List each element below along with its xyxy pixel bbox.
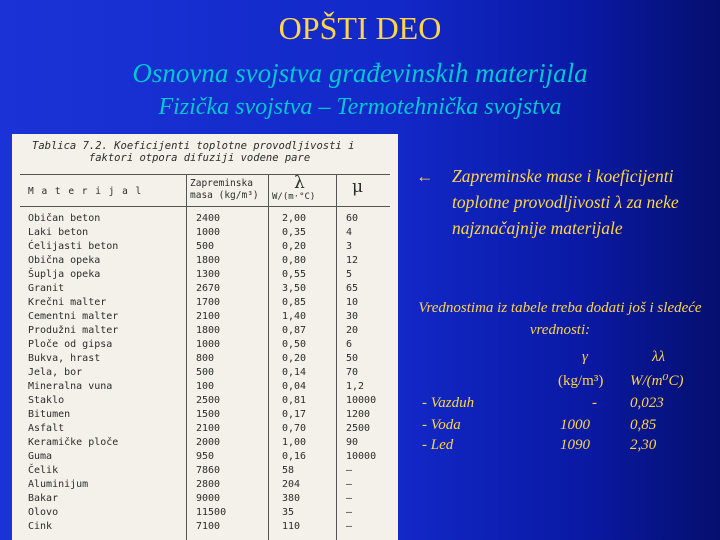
table-rule-header	[20, 206, 390, 207]
slide-subtitle: Osnovna svojstva građevinskih materijala	[132, 58, 588, 88]
cell-mass: 500	[196, 241, 215, 252]
cell-mu: 2500	[346, 423, 371, 434]
cell-mu: 10	[346, 297, 359, 308]
cell-mass: 1000	[196, 339, 221, 350]
cell-mu: 1200	[346, 409, 371, 420]
cell-material: Običan beton	[28, 213, 101, 224]
cell-lambda: 0,16	[282, 451, 307, 462]
cell-lambda: 0,20	[282, 241, 307, 252]
cell-material: Ćelijasti beton	[28, 241, 119, 252]
table-row	[12, 478, 398, 492]
cell-mu: –	[346, 521, 353, 532]
cell-lambda: 380	[282, 493, 301, 504]
cell-lambda: 58	[282, 465, 295, 476]
table-row	[12, 436, 398, 450]
cell-material: Cink	[28, 521, 53, 532]
cell-mu: 70	[346, 367, 359, 378]
scanned-table-image	[12, 134, 398, 540]
cell-material: Bitumen	[28, 409, 71, 420]
table-row	[12, 268, 398, 282]
cell-mass: 11500	[196, 507, 227, 518]
cell-material: Laki beton	[28, 227, 89, 238]
cell-lambda: 0,04	[282, 381, 307, 392]
extra-header-gamma-unit: (kg/m³)	[558, 373, 604, 389]
cell-mu: 20	[346, 325, 359, 336]
table-row	[12, 324, 398, 338]
table-row	[12, 282, 398, 296]
cell-lambda: 0,81	[282, 395, 307, 406]
cell-material: Cementni malter	[28, 311, 119, 322]
cell-material: Olovo	[28, 507, 59, 518]
cell-mu: 30	[346, 311, 359, 322]
cell-mass: 1300	[196, 269, 221, 280]
cell-material: Krečni malter	[28, 297, 107, 308]
cell-mass: 2800	[196, 479, 221, 490]
cell-mass: 1000	[196, 227, 221, 238]
extra-header-lambda-unit: W/(m⁰C)	[630, 373, 684, 389]
cell-lambda: 1,40	[282, 311, 307, 322]
extra-header-gamma-symbol: γ	[582, 349, 588, 365]
cell-material: Ploče od gipsa	[28, 339, 113, 350]
cell-lambda: 0,35	[282, 227, 307, 238]
table-row	[12, 240, 398, 254]
cell-mu: 12	[346, 255, 359, 266]
table-row	[12, 254, 398, 268]
cell-lambda: 0,70	[282, 423, 307, 434]
slide-section-title: Fizička svojstva – Termotehnička svojstva	[158, 94, 562, 120]
table-row	[12, 394, 398, 408]
cell-lambda: 1,00	[282, 437, 307, 448]
cell-mass: 1500	[196, 409, 221, 420]
header-material: M a t e r i j a l	[28, 186, 143, 197]
table-row	[12, 296, 398, 310]
table-row	[12, 212, 398, 226]
cell-mu: 65	[346, 283, 359, 294]
cell-mass: 7100	[196, 521, 221, 532]
arrow-left-icon: ←	[416, 166, 434, 186]
table-row	[12, 380, 398, 394]
cell-mu: –	[346, 479, 353, 490]
table-row	[12, 464, 398, 478]
cell-material: Mineralna vuna	[28, 381, 113, 392]
cell-mass: 2500	[196, 395, 221, 406]
cell-lambda: 0,55	[282, 269, 307, 280]
extra-row-gamma: 1000	[560, 417, 590, 433]
extra-header-lambda-symbol: λλ	[652, 349, 665, 365]
cell-mu: –	[346, 465, 353, 476]
cell-lambda: 0,17	[282, 409, 307, 420]
extra-row-name: - Vazduh	[422, 395, 475, 411]
cell-mu: 90	[346, 437, 359, 448]
extra-row-lambda: 0,023	[630, 395, 664, 411]
cell-lambda: 0,80	[282, 255, 307, 266]
cell-mu: 50	[346, 353, 359, 364]
header-lambda-unit: W/(m·°C)	[272, 192, 316, 202]
cell-mass: 2000	[196, 437, 221, 448]
table-caption: Tablica 7.2. Koeficijenti toplotne provodljivosti i faktori otpora difuziji vodene pare	[32, 140, 355, 164]
cell-mu: 10000	[346, 451, 377, 462]
cell-mass: 950	[196, 451, 215, 462]
table-row	[12, 352, 398, 366]
cell-mu: 10000	[346, 395, 377, 406]
cell-mu: 6	[346, 339, 353, 350]
extra-row-gamma: -	[592, 395, 597, 411]
cell-mass: 7860	[196, 465, 221, 476]
table-row	[12, 310, 398, 324]
cell-material: Šuplja opeka	[28, 269, 101, 280]
cell-material: Aluminijum	[28, 479, 89, 490]
table-row	[12, 408, 398, 422]
extra-row-gamma: 1090	[560, 437, 590, 453]
cell-lambda: 0,20	[282, 353, 307, 364]
cell-mu: –	[346, 493, 353, 504]
cell-mass: 1800	[196, 255, 221, 266]
cell-mass: 500	[196, 367, 215, 378]
cell-material: Staklo	[28, 395, 65, 406]
cell-mass: 9000	[196, 493, 221, 504]
table-row	[12, 422, 398, 436]
cell-mass: 1800	[196, 325, 221, 336]
cell-lambda: 2,00	[282, 213, 307, 224]
cell-material: Jela, bor	[28, 367, 83, 378]
table-note	[416, 163, 710, 241]
cell-material: Čelik	[28, 465, 59, 476]
cell-material: Keramičke ploče	[28, 437, 119, 448]
cell-lambda: 0,14	[282, 367, 307, 378]
table-rule-top	[20, 174, 390, 175]
cell-mu: 1,2	[346, 381, 365, 392]
extra-row-name: - Voda	[422, 417, 461, 433]
header-mass-line1: Zapreminska	[190, 178, 253, 189]
cell-lambda: 3,50	[282, 283, 307, 294]
cell-mu: 4	[346, 227, 353, 238]
header-lambda-symbol: λ	[294, 173, 305, 193]
cell-mass: 2100	[196, 311, 221, 322]
cell-material: Bakar	[28, 493, 59, 504]
table-row	[12, 450, 398, 464]
extra-values-intro: Vrednostima iz tabele treba dodati još i sledeće vrednosti:	[418, 300, 702, 338]
cell-material: Bukva, hrast	[28, 353, 101, 364]
cell-mass: 100	[196, 381, 215, 392]
cell-material: Guma	[28, 451, 53, 462]
cell-mu: 60	[346, 213, 359, 224]
cell-mu: 3	[346, 241, 353, 252]
cell-lambda: 35	[282, 507, 295, 518]
cell-material: Granit	[28, 283, 65, 294]
cell-mass: 1700	[196, 297, 221, 308]
table-row	[12, 520, 398, 534]
table-note-text: Zapreminske mase i koeficijenti toplotne provodljivosti λ za neke najznačajnije materijale	[452, 166, 679, 238]
cell-mass: 2400	[196, 213, 221, 224]
cell-lambda: 110	[282, 521, 301, 532]
cell-mass: 800	[196, 353, 215, 364]
cell-lambda: 0,87	[282, 325, 307, 336]
cell-material: Asfalt	[28, 423, 65, 434]
table-row	[12, 492, 398, 506]
header-mu-symbol: μ	[352, 177, 364, 197]
cell-material: Produžni malter	[28, 325, 119, 336]
table-row	[12, 338, 398, 352]
cell-material: Obična opeka	[28, 255, 101, 266]
extra-row-name: - Led	[422, 437, 454, 453]
cell-mu: 5	[346, 269, 353, 280]
table-row	[12, 366, 398, 380]
extra-row-lambda: 2,30	[630, 437, 657, 453]
extra-row-lambda: 0,85	[630, 417, 657, 433]
cell-lambda: 204	[282, 479, 301, 490]
cell-mu: –	[346, 507, 353, 518]
cell-mass: 2100	[196, 423, 221, 434]
slide-title: OPŠTI DEO	[278, 10, 442, 46]
table-row	[12, 226, 398, 240]
table-row	[12, 506, 398, 520]
header-mass-line2: masa (kg/m³)	[190, 190, 259, 201]
cell-mass: 2670	[196, 283, 221, 294]
cell-lambda: 0,85	[282, 297, 307, 308]
cell-lambda: 0,50	[282, 339, 307, 350]
